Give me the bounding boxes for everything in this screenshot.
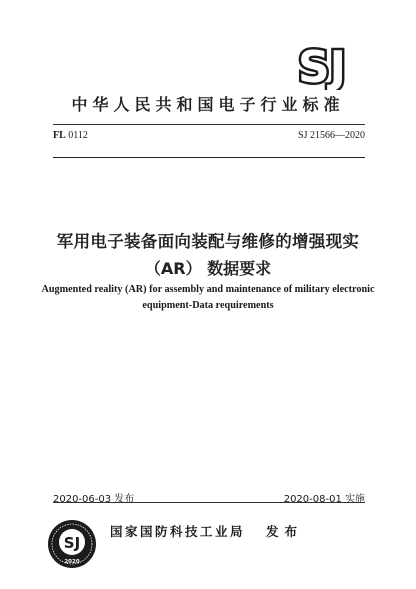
divider-header: [53, 157, 365, 158]
publisher-name: 国家国防科技工业局: [110, 524, 246, 539]
english-title-line-2: equipment-Data requirements: [142, 300, 274, 311]
chinese-title-line-1: 军用电子装备面向装配与维修的增强现实: [56, 232, 360, 251]
implementation-date: 2020-08-01 实施: [283, 494, 365, 505]
classification-prefix: FL: [53, 130, 66, 141]
divider-top: [53, 124, 365, 125]
sj-logo: [290, 42, 354, 90]
sj-logo-text: SJ: [297, 42, 347, 90]
issue-date: 2020-06-03 发布: [53, 494, 135, 505]
standard-number: SJ 21566—2020: [298, 130, 365, 141]
chinese-title-line-2: （AR） 数据要求: [144, 259, 272, 278]
seal-icon: [46, 518, 98, 570]
classification-code: [53, 130, 88, 141]
classification-number: 0112: [68, 130, 88, 141]
industry-standard-title: 中华人民共和国电子行业标准: [71, 95, 345, 114]
seal-year: 2020: [64, 559, 80, 565]
publish-label: 发布: [266, 524, 304, 539]
seal-logo-text: SJ: [63, 534, 81, 552]
english-title-line-1: Augmented reality (AR) for assembly and maintenance of military electronic: [41, 284, 375, 295]
divider-bottom: [53, 502, 365, 503]
